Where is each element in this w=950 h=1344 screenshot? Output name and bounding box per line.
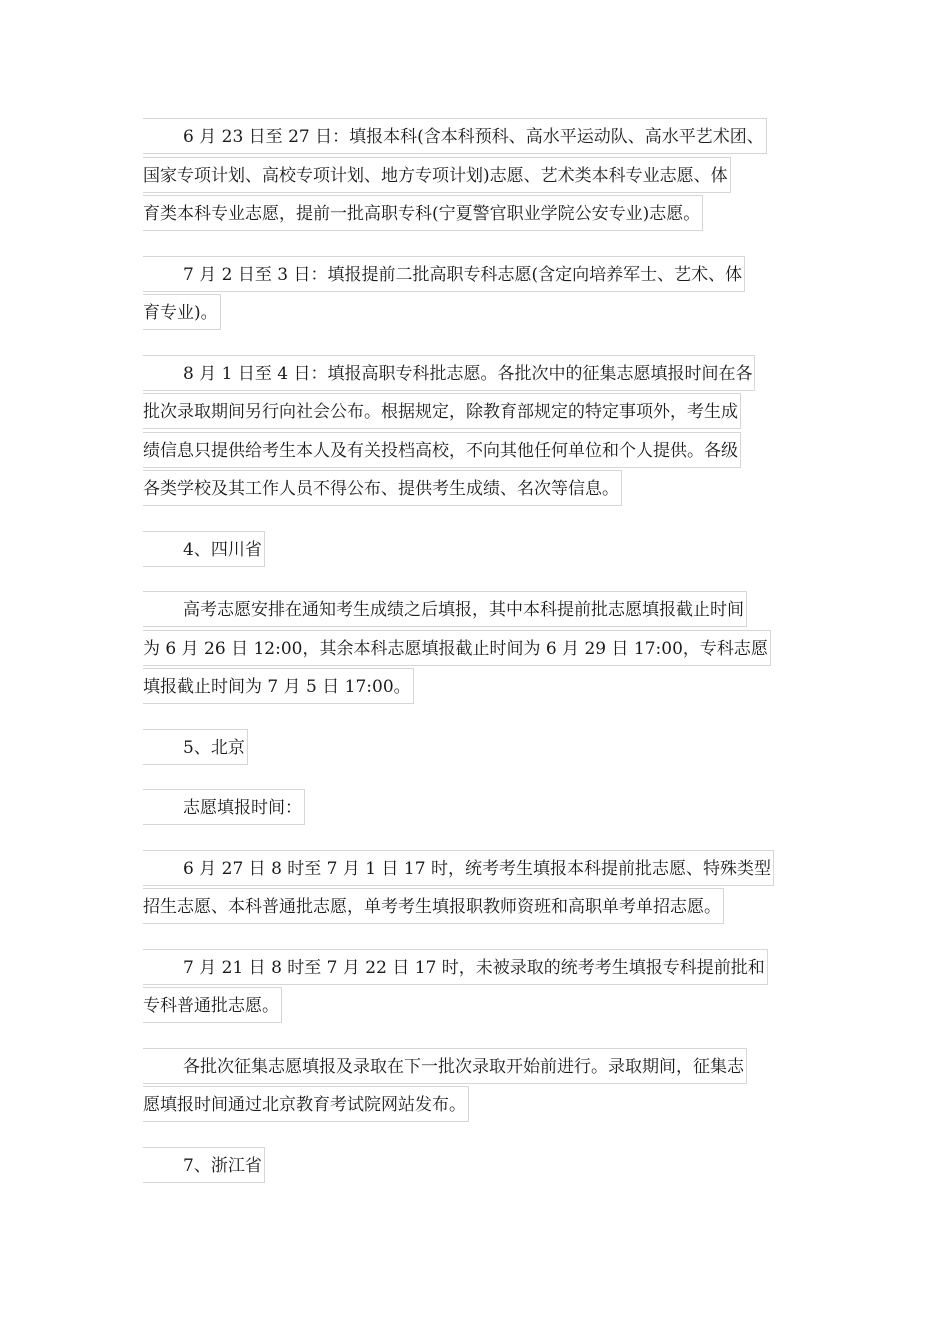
section-heading-beijing (143, 729, 808, 768)
text-line: 专科普通批志愿。 (143, 987, 808, 1026)
paragraph-ningxia-advance-2 (143, 256, 808, 333)
text-line: 高考志愿安排在通知考生成绩之后填报，其中本科提前批志愿填报截止时间 (143, 591, 808, 630)
paragraph-beijing-undergrad (143, 850, 808, 927)
text-line: 7 月 21 日 8 时至 7 月 22 日 17 时，未被录取的统考考生填报专科提前批和 (143, 949, 808, 988)
text-line: 招生志愿、本科普通批志愿，单考考生填报职教师资班和高职单考单招志愿。 (143, 888, 808, 927)
text-line: 绩信息只提供给考生本人及有关投档高校，不向其他任何单位和个人提供。各级 (143, 432, 808, 471)
text-line: 为 6 月 26 日 12:00，其余本科志愿填报截止时间为 6 月 29 日 17:00，专科志愿 (143, 630, 808, 669)
text-line: 7 月 2 日至 3 日：填报提前二批高职专科志愿(含定向培养军士、艺术、体 (143, 256, 808, 295)
subheading-filing-time (143, 789, 808, 828)
section-heading-sichuan (143, 531, 808, 570)
paragraph-ningxia-vocational (143, 355, 808, 509)
text-line: 6 月 23 日至 27 日：填报本科(含本科预科、高水平运动队、高水平艺术团、 (143, 118, 808, 157)
heading-line: 7、浙江省 (143, 1147, 808, 1186)
text-line: 育专业)。 (143, 294, 808, 333)
document-body (143, 118, 808, 1207)
text-line: 愿填报时间通过北京教育考试院网站发布。 (143, 1086, 808, 1125)
text-line: 各类学校及其工作人员不得公布、提供考生成绩、名次等信息。 (143, 470, 808, 509)
text-line: 国家专项计划、高校专项计划、地方专项计划)志愿、艺术类本科专业志愿、体 (143, 157, 808, 196)
heading-line: 5、北京 (143, 729, 808, 768)
section-heading-zhejiang (143, 1147, 808, 1186)
paragraph-ningxia-undergrad (143, 118, 808, 234)
text-line: 批次录取期间另行向社会公布。根据规定，除教育部规定的特定事项外，考生成 (143, 393, 808, 432)
text-line: 6 月 27 日 8 时至 7 月 1 日 17 时，统考考生填报本科提前批志愿、特殊类型 (143, 850, 808, 889)
heading-line: 志愿填报时间： (143, 789, 808, 828)
paragraph-beijing-collection (143, 1048, 808, 1125)
text-line: 育类本科专业志愿，提前一批高职专科(宁夏警官职业学院公安专业)志愿。 (143, 195, 808, 234)
heading-line: 4、四川省 (143, 531, 808, 570)
paragraph-sichuan-deadlines (143, 591, 808, 707)
paragraph-beijing-vocational (143, 949, 808, 1026)
text-line: 填报截止时间为 7 月 5 日 17:00。 (143, 668, 808, 707)
text-line: 各批次征集志愿填报及录取在下一批次录取开始前进行。录取期间，征集志 (143, 1048, 808, 1087)
text-line: 8 月 1 日至 4 日：填报高职专科批志愿。各批次中的征集志愿填报时间在各 (143, 355, 808, 394)
